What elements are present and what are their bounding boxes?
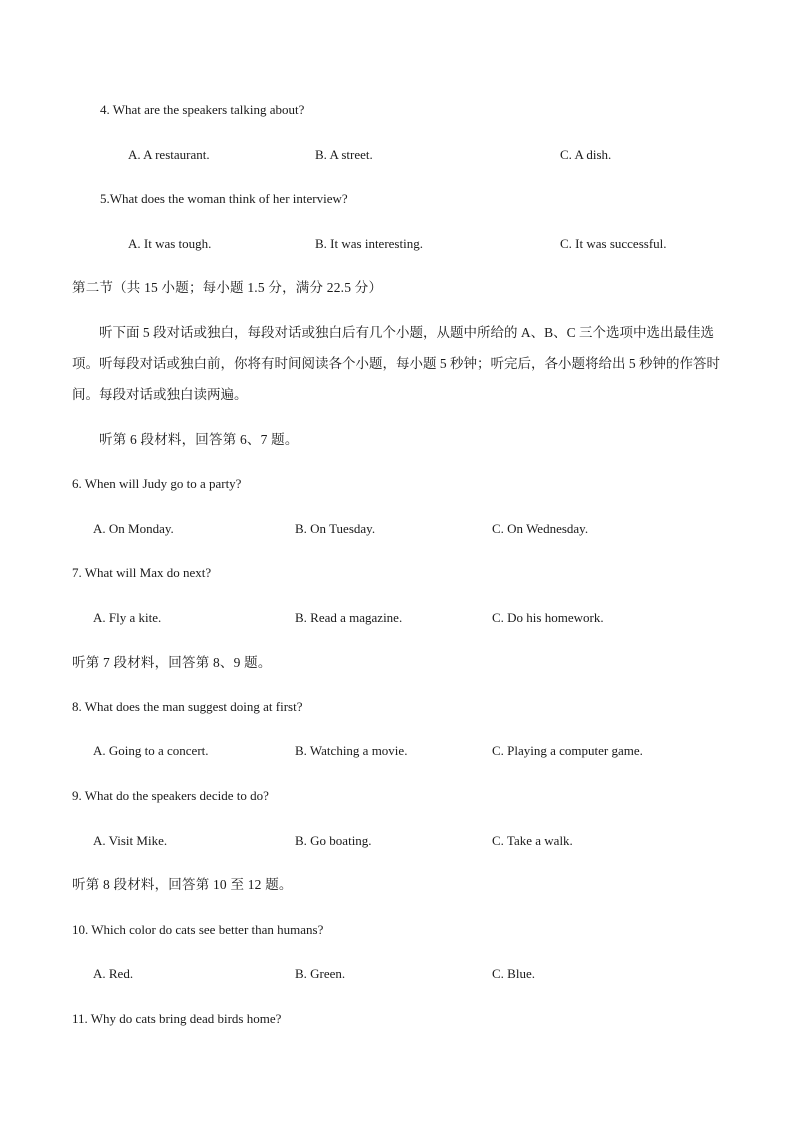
question-9: 9. What do the speakers decide to do? bbox=[72, 788, 269, 803]
question-6: 6. When will Judy go to a party? bbox=[72, 476, 242, 491]
question-6-option-b: B. On Tuesday. bbox=[295, 521, 376, 536]
question-5: 5.What does the woman think of her interview? bbox=[100, 191, 348, 206]
question-10-option-a: A. Red. bbox=[93, 966, 134, 981]
question-6-option-a: A. On Monday. bbox=[93, 521, 174, 536]
material-6-instruction: 听第 6 段材料，回答第 6、7 题。 bbox=[99, 432, 299, 447]
question-9-option-b: B. Go boating. bbox=[295, 833, 372, 848]
material-7-instruction: 听第 7 段材料，回答第 8、9 题。 bbox=[72, 655, 272, 670]
question-8-option-c: C. Playing a computer game. bbox=[492, 743, 643, 758]
section-2-instructions bbox=[72, 317, 724, 410]
material-8-instruction: 听第 8 段材料，回答第 10 至 12 题。 bbox=[72, 877, 293, 892]
question-8: 8. What does the man suggest doing at first? bbox=[72, 699, 303, 714]
question-4: 4. What are the speakers talking about? bbox=[100, 102, 305, 117]
question-5-option-c: C. It was successful. bbox=[560, 236, 667, 251]
question-8-option-a: A. Going to a concert. bbox=[93, 743, 209, 758]
question-10-option-b: B. Green. bbox=[295, 966, 346, 981]
section-2-heading: 第二节（共 15 小题；每小题 1.5 分，满分 22.5 分） bbox=[72, 280, 383, 295]
question-6-option-c: C. On Wednesday. bbox=[492, 521, 589, 536]
question-10-option-c: C. Blue. bbox=[492, 966, 535, 981]
question-7-option-b: B. Read a magazine. bbox=[295, 610, 403, 625]
question-11: 11. Why do cats bring dead birds home? bbox=[72, 1011, 282, 1026]
question-7: 7. What will Max do next? bbox=[72, 565, 212, 580]
question-5-option-a: A. It was tough. bbox=[128, 236, 212, 251]
question-4-option-b: B. A street. bbox=[315, 147, 373, 162]
question-7-option-c: C. Do his homework. bbox=[492, 610, 604, 625]
question-9-option-a: A. Visit Mike. bbox=[93, 833, 168, 848]
question-4-option-c: C. A dish. bbox=[560, 147, 612, 162]
question-4-option-a: A. A restaurant. bbox=[128, 147, 210, 162]
question-10: 10. Which color do cats see better than humans? bbox=[72, 922, 324, 937]
question-8-option-b: B. Watching a movie. bbox=[295, 743, 408, 758]
question-5-option-b: B. It was interesting. bbox=[315, 236, 423, 251]
question-7-option-a: A. Fly a kite. bbox=[93, 610, 162, 625]
section-2-instructions-text: 听下面 5 段对话或独白，每段对话或独白后有几个小题，从题中所给的 A、B、C 三个选项中选出最佳选项。听每段对话或独白前，你将有时间阅读各个小题，每小题 5 秒钟；听完后，各小题将给出 5 秒钟的作答时间。每段对话或独白读两遍。 bbox=[72, 325, 720, 402]
question-9-option-c: C. Take a walk. bbox=[492, 833, 573, 848]
